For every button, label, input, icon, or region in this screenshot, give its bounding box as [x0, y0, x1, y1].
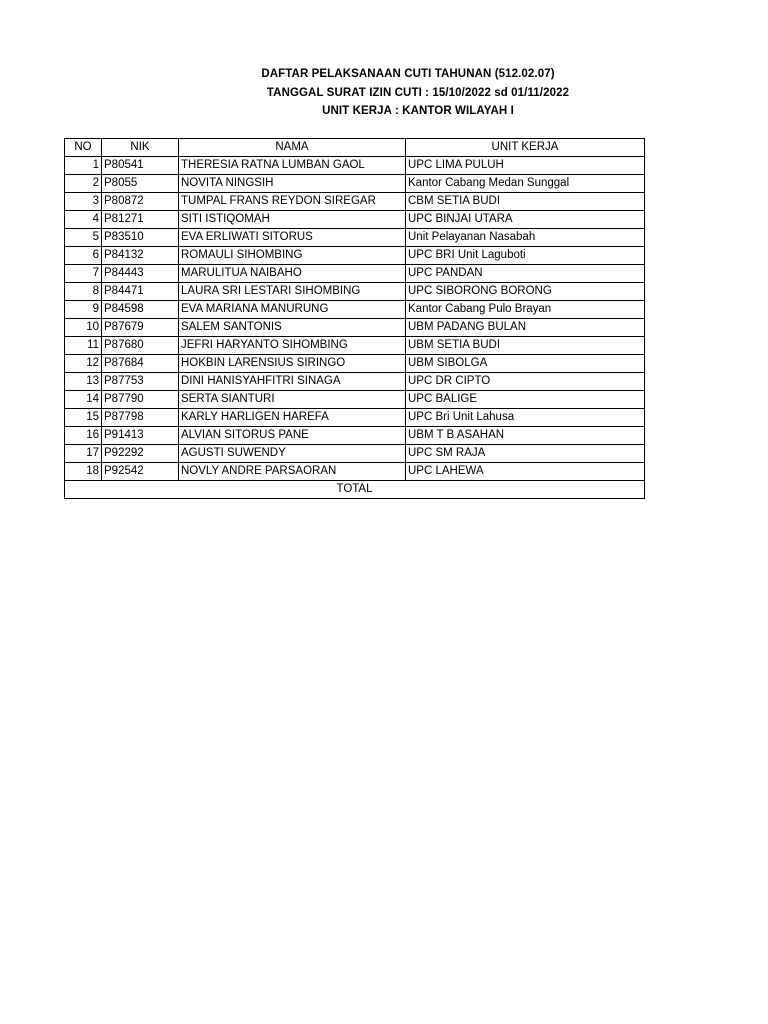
row-nama-cell: SALEM SANTONIS [179, 319, 406, 337]
row-nama-cell: THERESIA RATNA LUMBAN GAOL [179, 157, 406, 175]
row-unit-kerja-cell: Kantor Cabang Medan Sunggal [406, 175, 645, 193]
row-no-cell: 3 [65, 193, 102, 211]
table-row [65, 373, 645, 391]
table-row [65, 193, 645, 211]
row-nik-cell: P84598 [102, 301, 179, 319]
row-nik-cell: P84471 [102, 283, 179, 301]
row-nik-cell: P81271 [102, 211, 179, 229]
row-unit-kerja-cell: UBM T B ASAHAN [406, 427, 645, 445]
row-unit-kerja-cell: Unit Pelayanan Nasabah [406, 229, 645, 247]
table-row [65, 157, 645, 175]
document-unit: UNIT KERJA : KANTOR WILAYAH I [322, 105, 514, 117]
row-unit-kerja-cell: UPC LIMA PULUH [406, 157, 645, 175]
column-header-no: NO [65, 139, 102, 157]
row-unit-kerja-cell: CBM SETIA BUDI [406, 193, 645, 211]
row-nik-cell: P8055 [102, 175, 179, 193]
row-unit-kerja-cell: UBM PADANG BULAN [406, 319, 645, 337]
row-no-cell: 15 [65, 409, 102, 427]
row-nik-cell: P92292 [102, 445, 179, 463]
row-no-cell: 8 [65, 283, 102, 301]
row-nama-cell: AGUSTI SUWENDY [179, 445, 406, 463]
row-no-cell: 7 [65, 265, 102, 283]
row-unit-kerja-cell: UBM SETIA BUDI [406, 337, 645, 355]
row-nik-cell: P87680 [102, 337, 179, 355]
leave-table [64, 138, 645, 499]
table-row [65, 337, 645, 355]
row-nama-cell: NOVLY ANDRE PARSAORAN [179, 463, 406, 481]
row-unit-kerja-cell: UPC SM RAJA [406, 445, 645, 463]
row-no-cell: 2 [65, 175, 102, 193]
row-nik-cell: P80541 [102, 157, 179, 175]
row-nama-cell: HOKBIN LARENSIUS SIRINGO [179, 355, 406, 373]
row-no-cell: 11 [65, 337, 102, 355]
row-nama-cell: NOVITA NINGSIH [179, 175, 406, 193]
table-row [65, 283, 645, 301]
table-row [65, 319, 645, 337]
row-nik-cell: P87679 [102, 319, 179, 337]
row-no-cell: 10 [65, 319, 102, 337]
table-row [65, 391, 645, 409]
column-header-nama: NAMA [179, 139, 406, 157]
row-nik-cell: P87790 [102, 391, 179, 409]
table-header-row [65, 139, 645, 157]
row-nama-cell: SITI ISTIQOMAH [179, 211, 406, 229]
row-unit-kerja-cell: UPC BALIGE [406, 391, 645, 409]
row-unit-kerja-cell: UPC LAHEWA [406, 463, 645, 481]
total-row [65, 481, 645, 499]
row-nama-cell: ROMAULI SIHOMBING [179, 247, 406, 265]
table-row [65, 211, 645, 229]
row-nik-cell: P91413 [102, 427, 179, 445]
row-nik-cell: P84132 [102, 247, 179, 265]
table-row [65, 463, 645, 481]
row-no-cell: 16 [65, 427, 102, 445]
row-no-cell: 13 [65, 373, 102, 391]
table-row [65, 301, 645, 319]
row-unit-kerja-cell: UPC SIBORONG BORONG [406, 283, 645, 301]
table-row [65, 247, 645, 265]
row-nama-cell: MARULITUA NAIBAHO [179, 265, 406, 283]
column-header-unit-kerja: UNIT KERJA [406, 139, 645, 157]
total-label: TOTAL [65, 481, 645, 499]
row-no-cell: 4 [65, 211, 102, 229]
row-no-cell: 9 [65, 301, 102, 319]
row-nik-cell: P83510 [102, 229, 179, 247]
row-nama-cell: LAURA SRI LESTARI SIHOMBING [179, 283, 406, 301]
row-unit-kerja-cell: UPC PANDAN [406, 265, 645, 283]
table-row [65, 229, 645, 247]
row-nama-cell: KARLY HARLIGEN HAREFA [179, 409, 406, 427]
table-row [65, 355, 645, 373]
document-title: DAFTAR PELAKSANAAN CUTI TAHUNAN (512.02.07) [261, 68, 555, 80]
row-nama-cell: JEFRI HARYANTO SIHOMBING [179, 337, 406, 355]
row-nik-cell: P87684 [102, 355, 179, 373]
document-date-range: TANGGAL SURAT IZIN CUTI : 15/10/2022 sd 01/11/2022 [266, 87, 570, 99]
row-nama-cell: SERTA SIANTURI [179, 391, 406, 409]
row-unit-kerja-cell: UPC Bri Unit Lahusa [406, 409, 645, 427]
row-nik-cell: P92542 [102, 463, 179, 481]
row-unit-kerja-cell: UPC DR CIPTO [406, 373, 645, 391]
row-nik-cell: P87753 [102, 373, 179, 391]
row-nama-cell: DINI HANISYAHFITRI SINAGA [179, 373, 406, 391]
column-header-nik: NIK [102, 139, 179, 157]
row-nik-cell: P87798 [102, 409, 179, 427]
row-no-cell: 12 [65, 355, 102, 373]
row-no-cell: 1 [65, 157, 102, 175]
table-row [65, 445, 645, 463]
row-unit-kerja-cell: UPC BRI Unit Laguboti [406, 247, 645, 265]
row-no-cell: 17 [65, 445, 102, 463]
row-nama-cell: ALVIAN SITORUS PANE [179, 427, 406, 445]
row-no-cell: 14 [65, 391, 102, 409]
row-no-cell: 5 [65, 229, 102, 247]
table-row [65, 427, 645, 445]
row-nama-cell: TUMPAL FRANS REYDON SIREGAR [179, 193, 406, 211]
row-nik-cell: P80872 [102, 193, 179, 211]
row-unit-kerja-cell: Kantor Cabang Pulo Brayan [406, 301, 645, 319]
row-unit-kerja-cell: UPC BINJAI UTARA [406, 211, 645, 229]
table-row [65, 409, 645, 427]
row-unit-kerja-cell: UBM SIBOLGA [406, 355, 645, 373]
table-row [65, 265, 645, 283]
row-no-cell: 18 [65, 463, 102, 481]
row-nama-cell: EVA ERLIWATI SITORUS [179, 229, 406, 247]
row-nama-cell: EVA MARIANA MANURUNG [179, 301, 406, 319]
row-no-cell: 6 [65, 247, 102, 265]
row-nik-cell: P84443 [102, 265, 179, 283]
table-row [65, 175, 645, 193]
